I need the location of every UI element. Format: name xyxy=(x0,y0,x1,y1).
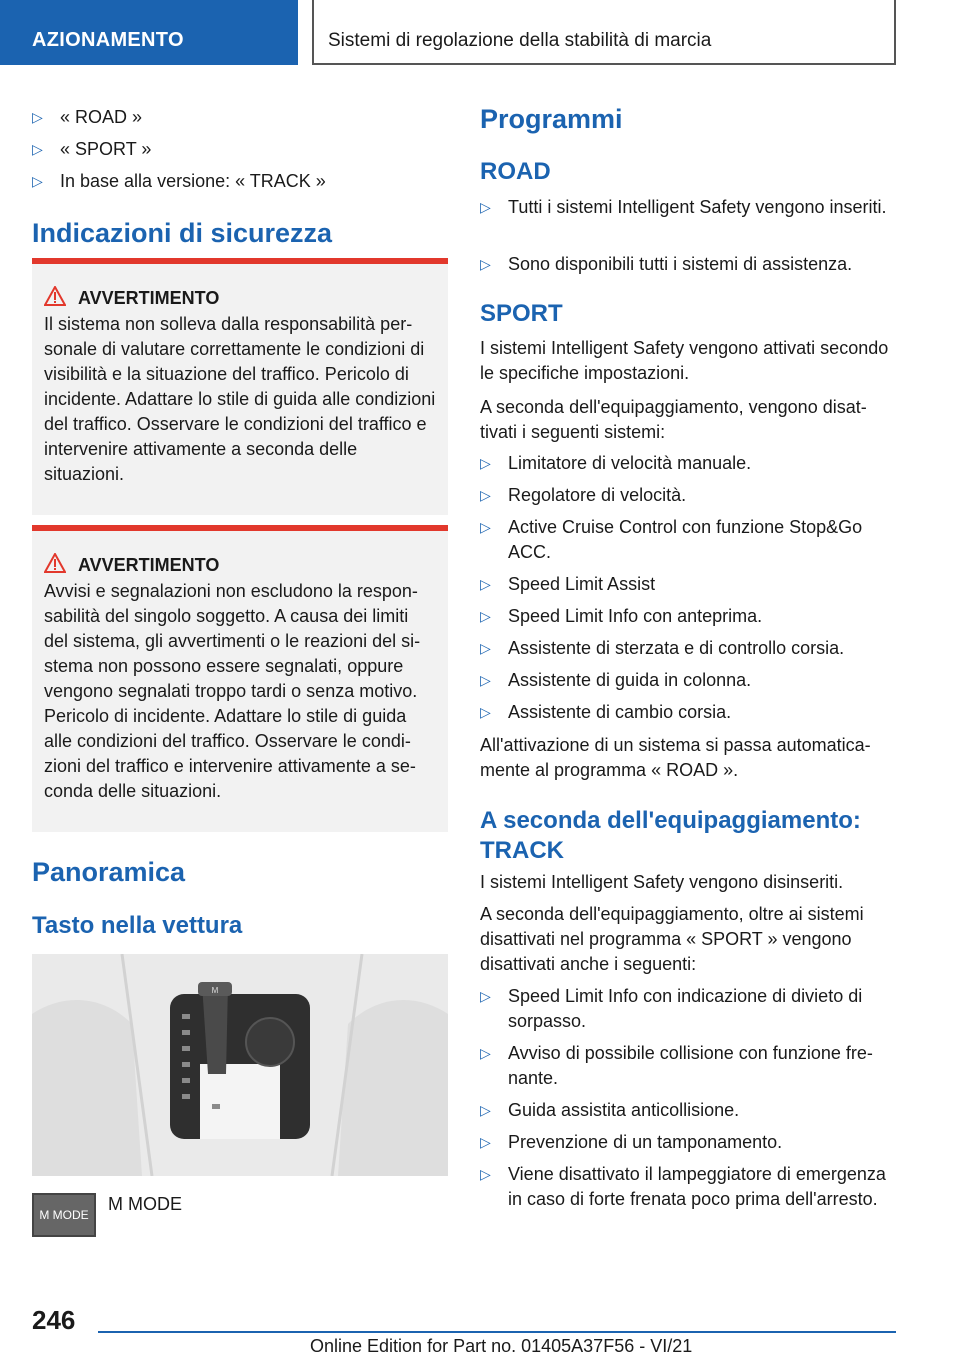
list-item: ▷ Prevenzione di un tamponamento. xyxy=(480,1130,896,1155)
triangle-bullet-icon: ▷ xyxy=(32,109,43,125)
console-photo xyxy=(32,954,448,1176)
warning-title: AVVERTIMENTO xyxy=(44,286,436,310)
list-item: ▷ In base alla versione: « TRACK » xyxy=(32,169,448,194)
list-item: ▷ Speed Limit Assist xyxy=(480,572,896,597)
page-number: 246 xyxy=(32,1305,76,1335)
button-subheading: Tasto nella vettura xyxy=(32,912,243,939)
warning-triangle-icon xyxy=(44,553,66,573)
triangle-bullet-icon: ▷ xyxy=(480,519,491,535)
list-item: ▷ Tutti i sistemi Intelligent Safety vengono inseriti. xyxy=(480,195,896,220)
warning-title: AVVERTIMENTO xyxy=(44,553,436,577)
triangle-bullet-icon: ▷ xyxy=(32,141,43,157)
list-item: ▷ « SPORT » xyxy=(32,137,448,162)
triangle-bullet-icon: ▷ xyxy=(480,988,491,1004)
list-item: ▷ Viene disattivato il lampeggiatore di emergenza in caso di forte frenata poco prima dell'arresto. xyxy=(480,1164,886,1209)
edition-text: Online Edition for Part no. 01405A37F56 - VI/21 xyxy=(310,1336,693,1356)
list-item: ▷ Assistente di cambio corsia. xyxy=(480,700,896,725)
warning-box xyxy=(32,525,448,832)
road-heading: ROAD xyxy=(480,158,551,185)
triangle-bullet-icon: ▷ xyxy=(480,576,491,592)
safety-heading: Indicazioni di sicurezza xyxy=(32,218,333,248)
m-logo-icon: M xyxy=(211,986,219,995)
center-console-illustration xyxy=(32,954,448,1176)
list-item: ▷ Limitatore di velocità manuale. xyxy=(480,451,896,476)
list-item: ▷ Guida assistita anticollisione. xyxy=(480,1098,896,1123)
list-item: ▷ Assistente di sterzata e di controllo corsia. xyxy=(480,636,896,661)
footer-divider xyxy=(98,1331,896,1333)
sport-paragraph: I sistemi Intelligent Safety vengono attivati secondo le specifiche impostazioni. xyxy=(480,338,889,383)
m-mode-button[interactable]: M MODE xyxy=(32,1193,96,1237)
triangle-bullet-icon: ▷ xyxy=(480,199,491,215)
warning-triangle-icon xyxy=(44,286,66,306)
triangle-bullet-icon: ▷ xyxy=(480,608,491,624)
triangle-bullet-icon: ▷ xyxy=(32,173,43,189)
triangle-bullet-icon: ▷ xyxy=(480,1134,491,1150)
triangle-bullet-icon: ▷ xyxy=(480,672,491,688)
programs-heading: Programmi xyxy=(480,104,623,134)
list-item: ▷ Speed Limit Info con indicazione di divieto di sorpasso. xyxy=(480,986,863,1031)
warning-text: Il sistema non solleva dalla responsabilità personale di valutare correttamente le condizioni di visibilità e la situazione del traffico. Pericolo di incidente. Adattare lo stile di guida alle condizioni del traffico. Osservare le condizioni del traffico e intervenire attivamente a seconda delle situazioni. xyxy=(44,314,436,484)
triangle-bullet-icon: ▷ xyxy=(480,640,491,656)
triangle-bullet-icon: ▷ xyxy=(480,1166,491,1182)
sport-heading: SPORT xyxy=(480,300,563,327)
sport-paragraph: All'attivazione di un sistema si passa automaticamente al programma « ROAD ». xyxy=(480,735,871,780)
warning-text: Avvisi e segnalazioni non escludono la responsabilità del singolo soggetto. A causa dei limiti del sistema, gli avvertimenti o le reazioni del sistema non possono essere segnalati, oppure vengono segnalati troppo tardi o senza motivo. Pericolo di incidente. Adattare lo stile di guida alle condizioni del traffico. Osservare le condizioni del traffico e intervenire attivamente a seconda delle situazioni. xyxy=(44,581,421,801)
list-item: ▷ Active Cruise Control con funzione Stop&Go ACC. xyxy=(480,517,863,562)
page-title: Sistemi di regolazione della stabilità di marcia xyxy=(312,0,896,65)
list-item: ▷ Avviso di possibile collisione con funzione frenante. xyxy=(480,1043,873,1088)
overview-heading: Panoramica xyxy=(32,857,186,887)
triangle-bullet-icon: ▷ xyxy=(480,256,491,272)
list-item: ▷ « ROAD » xyxy=(32,105,448,130)
triangle-bullet-icon: ▷ xyxy=(480,487,491,503)
triangle-bullet-icon: ▷ xyxy=(480,704,491,720)
track-paragraph: I sistemi Intelligent Safety vengono disinseriti. xyxy=(480,872,844,892)
list-item: ▷ Speed Limit Info con anteprima. xyxy=(480,604,896,629)
sport-paragraph: A seconda dell'equipaggiamento, vengono disattivati i seguenti sistemi: xyxy=(480,397,867,442)
track-heading: A seconda dell'equipaggiamento: TRACK xyxy=(480,807,861,864)
triangle-bullet-icon: ▷ xyxy=(480,1102,491,1118)
list-item: ▷ Regolatore di velocità. xyxy=(480,483,896,508)
warning-box xyxy=(32,258,448,515)
list-item: ▷ Sono disponibili tutti i sistemi di assistenza. xyxy=(480,252,896,277)
list-item: ▷ Assistente di guida in colonna. xyxy=(480,668,896,693)
triangle-bullet-icon: ▷ xyxy=(480,455,491,471)
track-paragraph: A seconda dell'equipaggiamento, oltre ai sistemi disattivati nel programma « SPORT » vengono disattivati anche i seguenti: xyxy=(480,904,864,974)
section-tab[interactable]: AZIONAMENTO xyxy=(0,0,298,65)
m-mode-label: M MODE xyxy=(108,1194,182,1214)
triangle-bullet-icon: ▷ xyxy=(480,1045,491,1061)
